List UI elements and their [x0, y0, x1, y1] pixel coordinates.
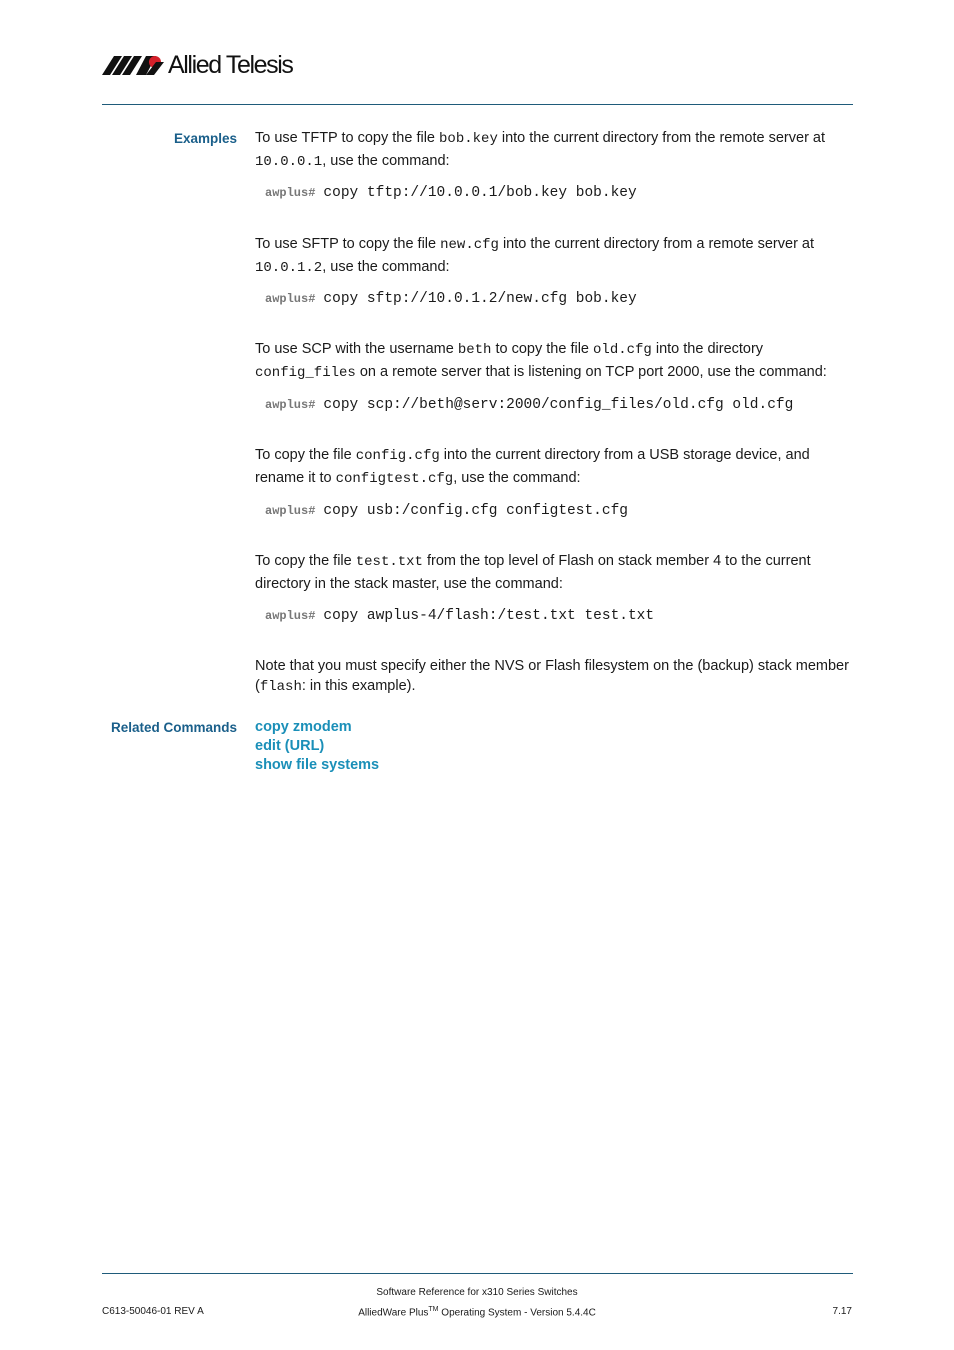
inline-code: 10.0.1.2	[255, 259, 323, 276]
inline-code: new.cfg	[440, 237, 499, 253]
inline-code: flash	[259, 678, 302, 695]
inline-code: config.cfg	[355, 448, 440, 464]
footer-doc-id: C613-50046-01 REV A	[102, 1306, 204, 1317]
command-prompt: awplus#	[265, 186, 316, 200]
link-edit-url[interactable]: edit (URL)	[255, 738, 325, 754]
link-show-file-systems[interactable]: show file systems	[255, 757, 380, 773]
example-4-command	[265, 503, 628, 519]
command-text: copy sftp://10.0.1.2/new.cfg bob.key	[323, 291, 637, 307]
brand-name: Allied Telesis	[168, 51, 293, 79]
inline-code: beth	[457, 342, 492, 358]
footer-title: Software Reference for x310 Series Switches	[376, 1287, 578, 1298]
command-prompt: awplus#	[265, 504, 316, 518]
note-text: Note that you must specify either the NVS or Flash filesystem on the (backup) stack member (flash: in this example).	[255, 658, 849, 695]
example-1-command	[265, 185, 637, 201]
command-prompt: awplus#	[265, 292, 316, 306]
logo-mark-icon	[102, 54, 164, 76]
related-commands-list	[255, 718, 379, 775]
footer-rule	[102, 1273, 853, 1274]
example-2-text: To use SFTP to copy the file new.cfg into the current directory from a remote server at 10.0.1.2, use the command:	[255, 236, 815, 276]
inline-code: config_files	[255, 364, 356, 381]
examples-label: Examples	[173, 131, 237, 146]
example-5-text: To copy the file test.txt from the top level of Flash on stack member 4 to the current directory in the stack master, use the command:	[255, 553, 811, 592]
inline-code: configtest.cfg	[335, 470, 454, 487]
inline-code: bob.key	[439, 131, 498, 147]
example-3-text: To use SCP with the username beth to copy the file old.cfg into the directory config_files on a remote server that is listening on TCP port 2000, use the command:	[255, 341, 827, 381]
inline-code: 10.0.0.1	[255, 153, 323, 170]
inline-code: old.cfg	[593, 342, 652, 358]
command-text: copy awplus-4/flash:/test.txt test.txt	[323, 608, 655, 624]
command-text: copy usb:/config.cfg configtest.cfg	[323, 503, 628, 519]
allied-telesis-logo	[102, 52, 292, 78]
link-copy-zmodem[interactable]: copy zmodem	[255, 719, 352, 735]
example-4-text: To copy the file config.cfg into the current directory from a USB storage device, and rename it to configtest.cfg, use the command:	[255, 447, 810, 487]
example-5-command	[265, 608, 654, 624]
command-prompt: awplus#	[265, 609, 316, 623]
related-commands-label: Related Commands	[110, 720, 237, 735]
command-prompt: awplus#	[265, 398, 316, 412]
inline-code: test.txt	[355, 554, 423, 570]
command-text: copy tftp://10.0.0.1/bob.key bob.key	[323, 185, 637, 201]
command-text: copy scp://beth@serv:2000/config_files/old.cfg old.cfg	[323, 397, 794, 413]
example-1-text: To use TFTP to copy the file bob.key into the current directory from the remote server at 10.0.0.1, use the command:	[255, 130, 826, 170]
example-3-command	[265, 397, 793, 413]
header-rule	[102, 104, 853, 105]
footer-os-version: AlliedWare Plus™ Operating System - Version 5.4.4C	[358, 1306, 596, 1319]
example-2-command	[265, 291, 637, 307]
footer-page-number: 7.17	[832, 1306, 852, 1317]
